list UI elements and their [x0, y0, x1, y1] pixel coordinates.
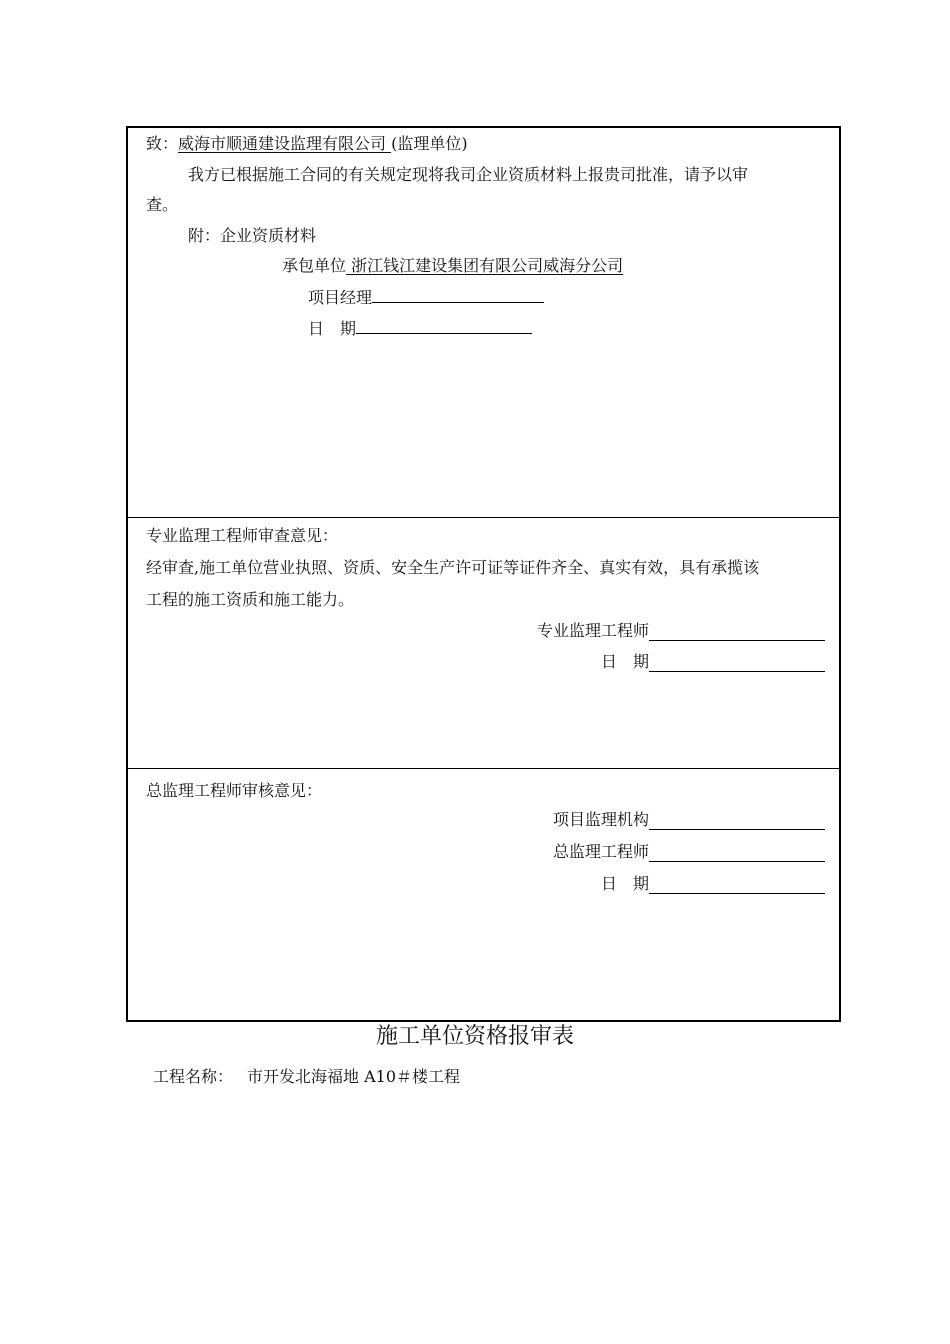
- specialist-engineer-label: 专业监理工程师: [536, 621, 649, 640]
- project-name-label: 工程名称：: [153, 1067, 234, 1086]
- chief-date-label: 日 期: [600, 874, 649, 893]
- contractor-line: [282, 256, 623, 276]
- submission-date-label: 日 期: [308, 319, 357, 338]
- contractor-label: 承包单位: [282, 256, 347, 275]
- addressee-line: [146, 134, 468, 154]
- chief-date-row: [601, 874, 825, 894]
- chief-review-heading: 总监理工程师审核意见：: [146, 781, 323, 800]
- chief-review-section: [128, 769, 839, 1020]
- submission-date-line: [308, 317, 532, 339]
- specialist-review-section: [128, 518, 839, 769]
- manager-line: [308, 286, 544, 308]
- specialist-date-label: 日 期: [600, 652, 649, 671]
- submission-text-line2: 查。: [146, 195, 179, 214]
- review-opinion-line1: 经审查,施工单位营业执照、资质、安全生产许可证等证件齐全、真实有效，具有承揽该: [146, 558, 760, 577]
- submission-text-line1: 我方已根据施工合同的有关规定现将我司企业资质材料上报贵司批准，请予以审: [188, 165, 749, 184]
- specialist-signature-row: [537, 621, 825, 641]
- contractor-name: 浙江钱江建设集团有限公司威海分公司: [346, 256, 624, 275]
- specialist-signature-blank[interactable]: [649, 624, 825, 641]
- chief-date-blank[interactable]: [649, 877, 825, 894]
- supervision-org-label: 项目监理机构: [552, 810, 649, 829]
- project-name-value: 市开发北海福地 A10＃楼工程: [247, 1067, 461, 1086]
- supervision-org-row: [553, 810, 825, 830]
- contractor-submission-section: [128, 128, 839, 518]
- attachment-note: 附：企业资质材料: [188, 226, 317, 245]
- chief-engineer-blank[interactable]: [649, 845, 825, 862]
- addressee-suffix: (监理单位): [391, 134, 468, 153]
- project-name-line: [153, 1067, 460, 1087]
- manager-label: 项目经理: [308, 288, 373, 307]
- supervisor-company-name: 威海市顺通建设监理有限公司: [178, 134, 392, 153]
- chief-engineer-label: 总监理工程师: [552, 842, 649, 861]
- specialist-date-row: [601, 652, 825, 672]
- chief-engineer-row: [553, 842, 825, 862]
- specialist-review-heading: 专业监理工程师审查意见：: [146, 526, 339, 545]
- review-opinion-line2: 工程的施工资质和施工能力。: [146, 590, 355, 609]
- approval-form-table: [126, 126, 841, 1022]
- submission-date-blank[interactable]: [356, 317, 532, 334]
- manager-signature-blank[interactable]: [372, 286, 544, 303]
- form-title: 施工单位资格报审表: [375, 1024, 574, 1049]
- specialist-date-blank[interactable]: [649, 655, 825, 672]
- supervision-org-blank[interactable]: [649, 813, 825, 830]
- addressee-prefix: 致：: [146, 134, 179, 153]
